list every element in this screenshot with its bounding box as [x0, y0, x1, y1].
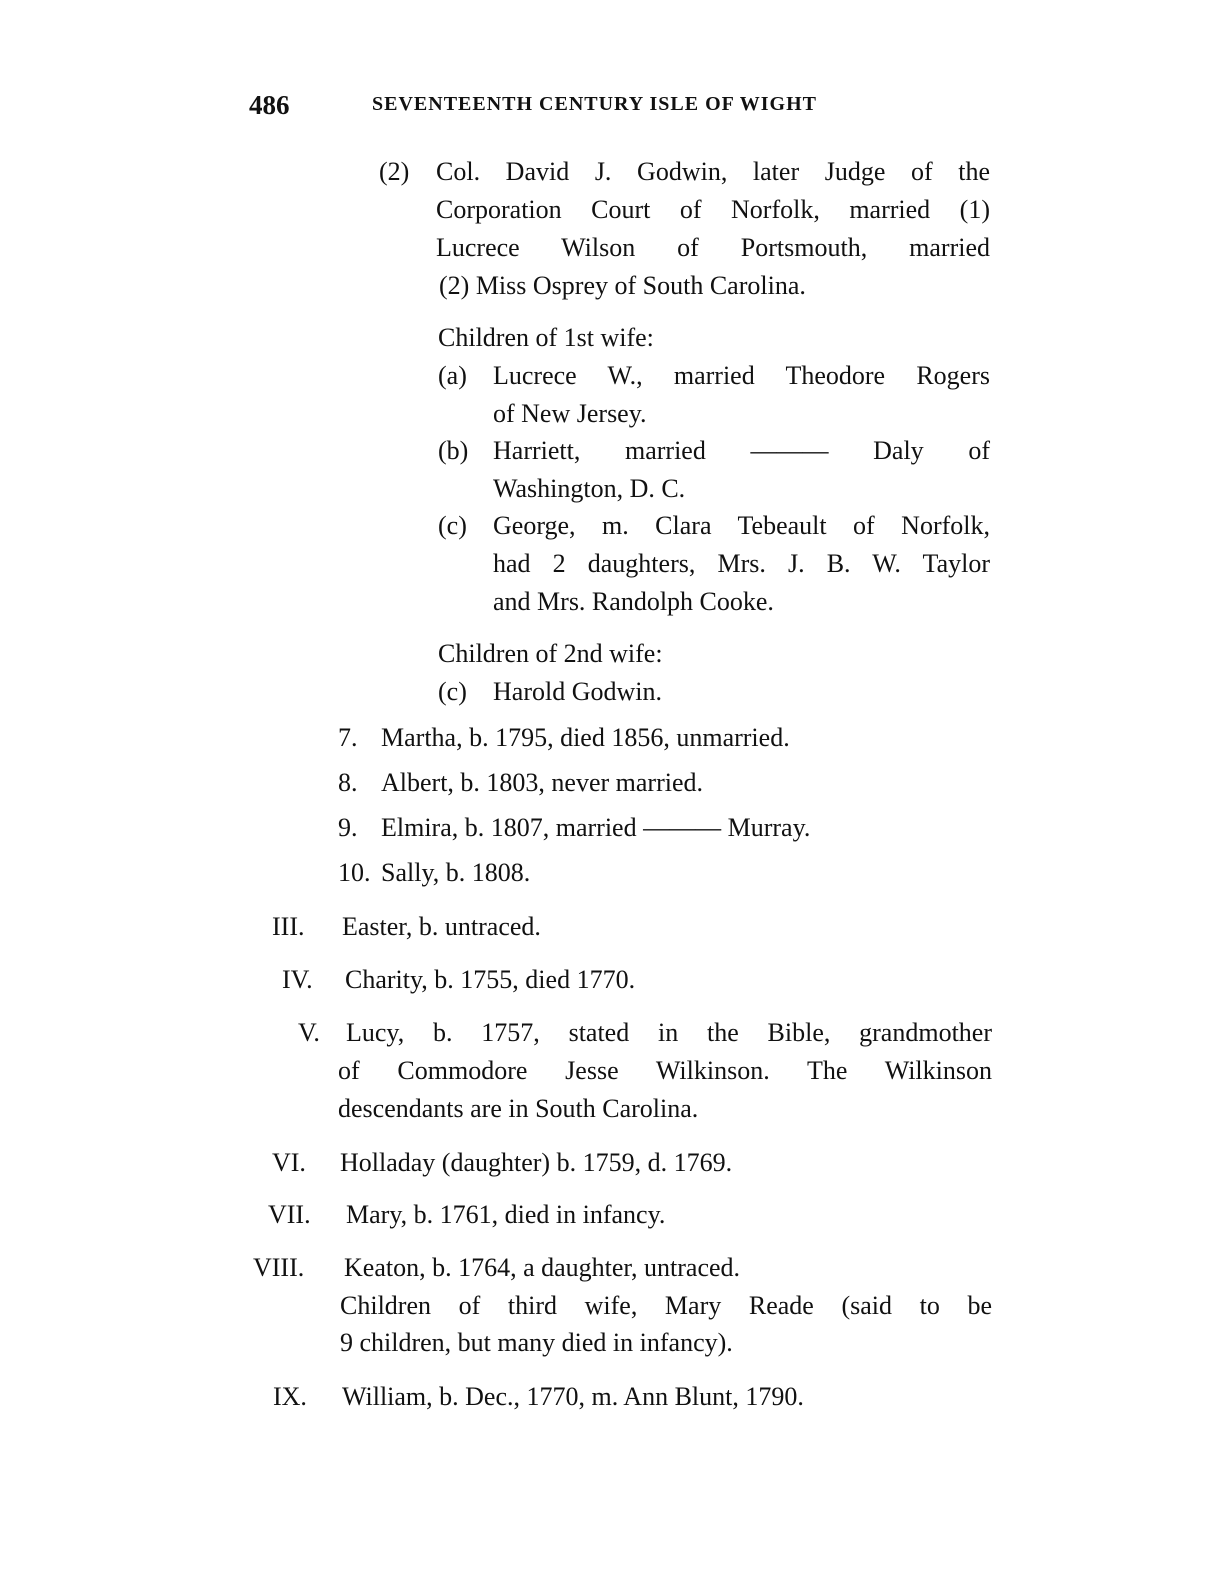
item-number: 8. — [338, 768, 358, 797]
item-number: IX. — [273, 1382, 307, 1411]
text-line: had 2 daughters, Mrs. J. B. W. Taylor — [493, 549, 990, 578]
item-text: William, b. Dec., 1770, m. Ann Blunt, 1790. — [342, 1382, 804, 1411]
item-number: VII. — [268, 1200, 311, 1229]
item-text: Martha, b. 1795, died 1856, unmarried. — [381, 723, 790, 752]
item-text: Sally, b. 1808. — [381, 858, 531, 887]
text-line: Col. David J. Godwin, later Judge of the — [436, 157, 990, 186]
text-line: Lucrece W., married Theodore Rogers — [493, 361, 990, 390]
item-number: IV. — [282, 965, 313, 994]
section-heading: Children of 2nd wife: — [438, 639, 663, 668]
item-text: of Commodore Jesse Wilkinson. The Wilkinson — [338, 1056, 992, 1085]
section-heading: Children of 1st wife: — [438, 323, 654, 352]
item-text: Elmira, b. 1807, married ——— Murray. — [381, 813, 811, 842]
item-text: descendants are in South Carolina. — [338, 1094, 699, 1123]
item-text: Holladay (daughter) b. 1759, d. 1769. — [340, 1148, 733, 1177]
item-number: 7. — [338, 723, 358, 752]
text-line: Corporation Court of Norfolk, married (1) — [436, 195, 990, 224]
text-line: Harriett, married ——— Daly of — [493, 436, 990, 465]
text-line: (2) Miss Osprey of South Carolina. — [439, 271, 806, 300]
item-text: Mary, b. 1761, died in infancy. — [346, 1200, 666, 1229]
item-number: VI. — [272, 1148, 306, 1177]
text-line: of New Jersey. — [493, 399, 647, 428]
item-text: Charity, b. 1755, died 1770. — [345, 965, 636, 994]
item-text: Children of third wife, Mary Reade (said to be — [340, 1291, 992, 1320]
item-text: 9 children, but many died in infancy). — [340, 1328, 733, 1357]
text-line: and Mrs. Randolph Cooke. — [493, 587, 774, 616]
entry-label: (a) — [438, 361, 467, 390]
entry-label: (c) — [438, 677, 467, 706]
running-title: SEVENTEENTH CENTURY ISLE OF WIGHT — [372, 93, 817, 115]
entry-label: (2) — [379, 157, 410, 186]
item-number: 10. — [338, 858, 371, 887]
text-line: Harold Godwin. — [493, 677, 662, 706]
text-line: Lucrece Wilson of Portsmouth, married — [436, 233, 990, 262]
entry-label: (c) — [438, 511, 467, 540]
item-number: V. — [298, 1018, 320, 1047]
item-text: Keaton, b. 1764, a daughter, untraced. — [344, 1253, 741, 1282]
text-line: George, m. Clara Tebeault of Norfolk, — [493, 511, 990, 540]
item-number: 9. — [338, 813, 358, 842]
item-number: III. — [272, 912, 305, 941]
item-text: Lucy, b. 1757, stated in the Bible, grandmother — [346, 1018, 992, 1047]
text-line: Washington, D. C. — [493, 474, 686, 503]
item-number: VIII. — [253, 1253, 305, 1282]
page-number: 486 — [249, 90, 290, 120]
entry-label: (b) — [438, 436, 469, 465]
item-text: Easter, b. untraced. — [342, 912, 541, 941]
item-text: Albert, b. 1803, never married. — [381, 768, 704, 797]
